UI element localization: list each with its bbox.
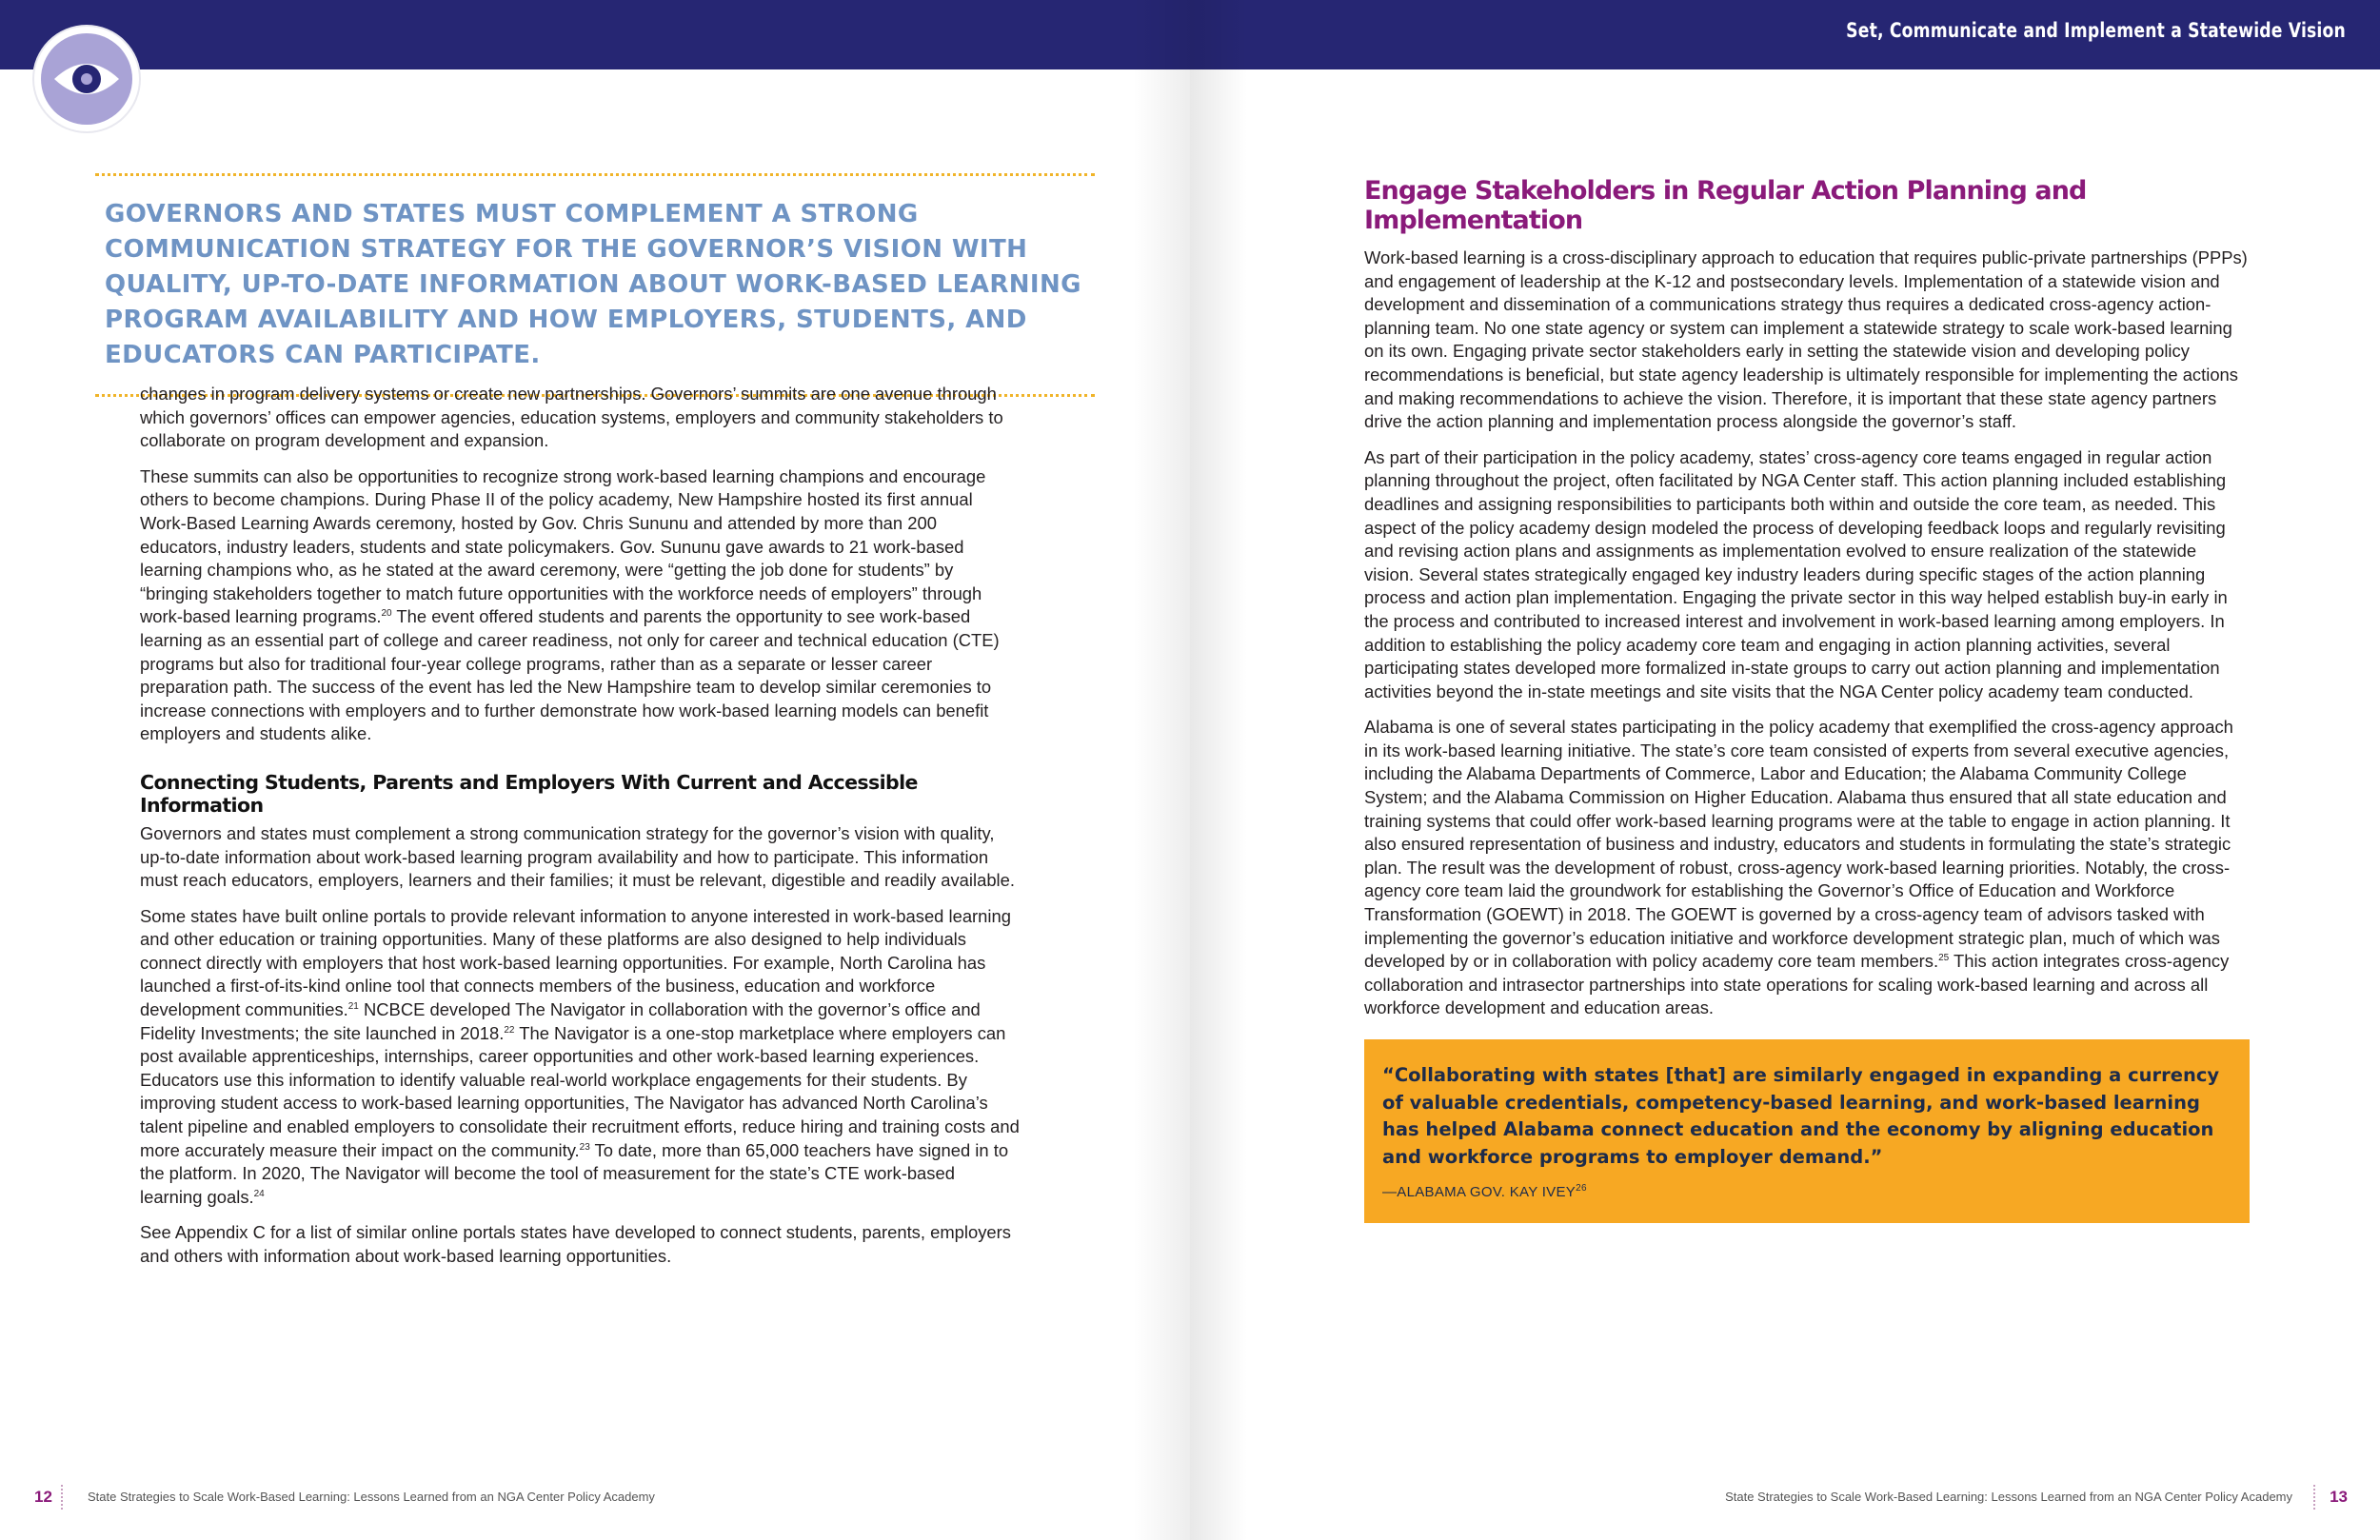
text-run: The event offered students and parents the opportunity to see work-based learning as an essential part of college and career readiness, not only for career and technical education (CTE) programs but also for traditional four-year college programs, rather than as a separate or lesser career preparation path. The success of the event has led the New Hampshire team to develop similar ceremonies to increase connections with employers and to further demonstrate how work-based learning models can benefit employers and students alike.: [140, 606, 1000, 744]
eye-badge: [34, 27, 139, 131]
page-number-right: 13: [2330, 1488, 2348, 1506]
paragraph: Governors and states must complement a strong communication strategy for the governor’s vision with quality, up-to-date information about work-based learning program availability and how to participate. This information must reach educators, employers, learners and their families; it must be relevant, digestible and readily available.: [140, 822, 1015, 891]
pull-quote-callout: [95, 173, 1095, 397]
left-column: [140, 383, 1021, 1281]
subheading: Connecting Students, Parents and Employers With Current and Accessible Information: [140, 770, 918, 817]
paragraph: [140, 905, 1021, 1210]
text-run: NCBCE developed The Navigator in collaboration with the governor’s office and Fidelity Investments; the site launched in 2018.: [140, 999, 981, 1043]
text-run: Some states have built online portals to provide relevant information to anyone interested in work-based learning and other education or training opportunities. Many of these platforms are also designed to help individuals connect directly with employers that host work-based learning opportunities. For example, North Carolina has launched a first-of-its-kind online tool that connects members of the business, education and workforce development communities.: [140, 905, 1011, 1020]
eye-icon: [41, 33, 132, 125]
header-band-right: [1190, 0, 2380, 69]
footnote-ref: 20: [381, 608, 392, 620]
text-run: To date, more than 65,000 teachers have signed in to the platform. In 2020, The Navigator will become the tool of measurement for the state’s CTE work-based learning goals.: [140, 1139, 1009, 1207]
right-page: [1190, 0, 2380, 1540]
text-run: Alabama is one of several states participating in the policy academy that exemplified the cross-agency approach in its work-based learning initiative. The state’s core team consisted of experts from several executive agencies, including the Alabama Departments of Commerce, Labor and Education; the Alabama Community College System; and the Alabama Commission on Higher Education. Alabama thus ensured that all state education and training systems that could offer work-based learning programs were at the table to engage in action planning. It also ensured representation of business and industry, educators and students in formulating the state’s strategic plan. The result was the development of robust, cross-agency work-based learning priorities. Notably, the cross-agency core team laid the groundwork for establishing the Governor’s Office of Education and Workforce Transformation (GOEWT) in 2018. The GOEWT is governed by a cross-agency team of advisors tasked with implementing the governor’s education initiative and workforce development strategic plan, much of which was developed by or in collaboration with policy academy core team members.: [1364, 717, 2233, 972]
gutter-shadow-left: [1133, 0, 1190, 1540]
page-number-left: 12: [34, 1488, 52, 1506]
callout-text: GOVERNORS AND STATES MUST COMPLEMENT A STRONG COMMUNICATION STRATEGY FOR THE GOVERNOR’S VISION WITH QUALITY, UP-TO-DATE INFORMATION ABOUT WORK-BASED LEARNING PROGRAM AVAILABILITY AND HOW EMPLOYERS, STUDENTS, AND EDUCATORS CAN PARTICIPATE.: [105, 200, 1081, 369]
header-band-left: [0, 0, 1190, 69]
quote-box: [1364, 1039, 2250, 1223]
footnote-ref: 21: [347, 1000, 359, 1012]
paragraph: As part of their participation in the policy academy, states’ cross-agency core teams engaged in regular action planning throughout the project, often facilitated by NGA Center staff. This action planning included establishing deadlines and assigning responsibilities to participants both within and outside the core team, as needed. This aspect of the policy academy design modeled the process of developing feedback loops and regularly revisiting and revising action plans and assignments as implementation evolved to ensure realization of the statewide vision. Several states strategically engaged key industry leaders during specific stages of the action planning process and action plan implementation. Engaging the private sector in this way helped establish buy-in early in the process and contributed to increased interest and involvement in work-based learning among employers. In addition to establishing the policy academy core team and engaging in action planning activities, several participating states developed more formalized in-state groups to carry out action planning and implementation activities beyond the in-state meetings and site visits that the NGA Center policy academy team conducted.: [1364, 446, 2228, 701]
text-run: These summits can also be opportunities to recognize strong work-based learning champions and encourage others to become champions. During Phase II of the policy academy, New Hampshire hosted its first annual Work-Based Learning Awards ceremony, hosted by Gov. Chris Sununu and attended by more than 200 educators, industry leaders, students and state policymakers. Gov. Sununu gave awards to 21 work-based learning champions who, as he stated at the award ceremony, were “getting the job done for students” by “bringing stakeholders together to match future opportunities with the workforce needs of employers” through work-based learning programs.: [140, 465, 986, 627]
section-heading: Engage Stakeholders in Regular Action Planning and Implementation: [1364, 176, 2087, 235]
quote-attribution: [1382, 1184, 2231, 1200]
right-column: [1364, 176, 2250, 1223]
footer-separator: [61, 1485, 63, 1510]
dotted-rule-top: [95, 173, 1095, 176]
footnote-ref: 22: [504, 1024, 515, 1036]
paragraph: Work-based learning is a cross-disciplinary approach to education that requires public-private partnerships (PPPs) and engagement of leadership at the K-12 and postsecondary levels. Implementation of a statewide vision and development and dissemination of a communications strategy thus requires a dedicated cross-agency action-planning team. No one state agency or system can implement a statewide strategy to scale work-based learning on its own. Engaging private sector stakeholders early in setting the statewide vision and developing policy recommendations is beneficial, but state agency leadership is ultimately responsible for implementing the actions and making recommendations to achieve the vision. Therefore, it is important that these state agency partners drive the action planning and implementation process alongside the governor’s staff.: [1364, 247, 2248, 432]
header-title: Set, Communicate and Implement a Statewide Vision: [1846, 19, 2346, 42]
paragraph: See Appendix C for a list of similar online portals states have developed to connect students, parents, employers and others with information about work-based learning opportunities.: [140, 1222, 1011, 1266]
footnote-ref: 24: [253, 1188, 265, 1199]
footer-text-right: State Strategies to Scale Work-Based Learning: Lessons Learned from an NGA Center Policy Academy: [1725, 1490, 2292, 1504]
paragraph: [140, 465, 1021, 746]
footer-separator: [2313, 1485, 2315, 1510]
footer-text-left: State Strategies to Scale Work-Based Learning: Lessons Learned from an NGA Center Policy Academy: [88, 1490, 655, 1504]
gutter-shadow-right: [1190, 0, 1247, 1540]
footnote-ref: 23: [579, 1141, 590, 1153]
paragraph: changes in program delivery systems or create new partnerships. Governors’ summits are one avenue through which governors’ offices can empower agencies, education systems, employers and community stakeholders to collaborate on program development and expansion.: [140, 384, 1003, 451]
quote-text: “Collaborating with states [that] are similarly engaged in expanding a currency of valuable credentials, competency-based learning, and work-based learning has helped Alabama connect education and the economy by aligning education and workforce programs to employer demand.”: [1382, 1064, 2220, 1168]
footnote-ref: 25: [1938, 953, 1950, 964]
attribution-text: —ALABAMA GOV. KAY IVEY: [1382, 1184, 1577, 1200]
paragraph: [1364, 716, 2250, 1020]
text-run: This action integrates cross-agency collaboration and intrasector partnerships into state operations for scaling work-based learning and across all workforce development and education areas.: [1364, 951, 2230, 1018]
text-run: The Navigator is a one-stop marketplace where employers can post available apprenticeships, internships, career opportunities and other work-based learning experiences. Educators use this information to identify valuable real-world workplace engagements for their students. By improving student access to work-based learning opportunities, The Navigator has advanced North Carolina’s talent pipeline and enabled employers to consolidate their recruitment efforts, reduce hiring and training costs and more accurately measure their impact on the community.: [140, 1022, 1020, 1160]
footnote-ref: 26: [1576, 1183, 1587, 1194]
